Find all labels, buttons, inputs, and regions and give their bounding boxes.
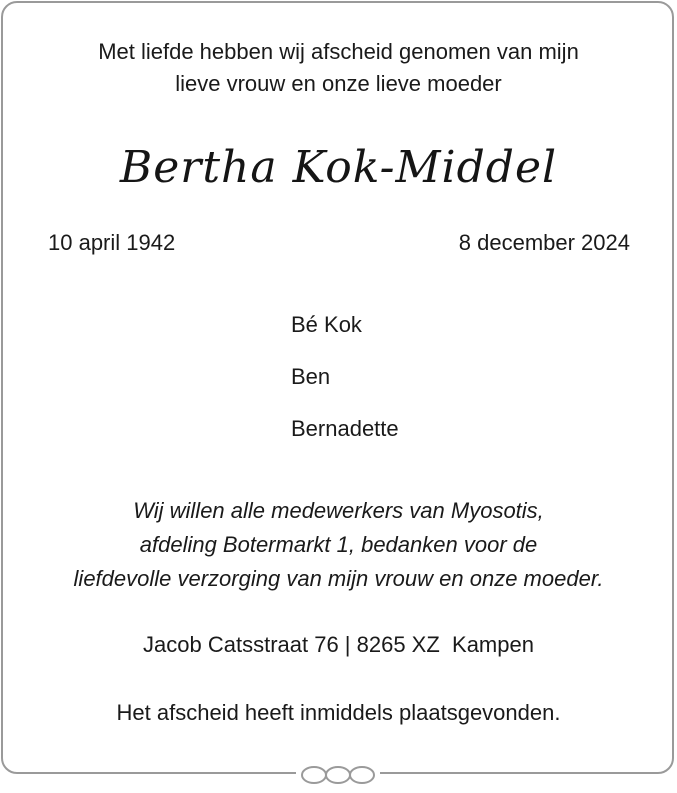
thanks-line-3: liefdevolle verzorging van mijn vrouw en onze moeder.: [73, 566, 604, 591]
thanks-text: [0, 494, 677, 596]
deceased-name: Bertha Kok-Middel: [119, 142, 558, 193]
dates-row: [48, 228, 630, 258]
intro-line-2: lieve vrouw en onze lieve moeder: [175, 71, 502, 96]
intro-line-1: Met liefde hebben wij afscheid genomen van mijn: [98, 39, 579, 64]
birth-date: 10 april 1942: [48, 230, 176, 255]
closing-text: Het afscheid heeft inmiddels plaatsgevonden.: [116, 700, 561, 725]
address: Jacob Catsstraat 76 | 8265 XZ Kampen: [143, 632, 534, 657]
death-date: 8 december 2024: [458, 230, 630, 255]
triple-loop-ornament-icon: [296, 762, 380, 788]
family-member: Ben: [291, 364, 331, 389]
family-member: Bernadette: [291, 416, 399, 441]
thanks-line-2: afdeling Botermarkt 1, bedanken voor de: [139, 532, 538, 557]
intro-text: [0, 36, 677, 100]
thanks-line-1: Wij willen alle medewerkers van Myosotis,: [133, 498, 544, 523]
family-member: Bé Kok: [291, 312, 362, 337]
family-list: [291, 310, 399, 466]
